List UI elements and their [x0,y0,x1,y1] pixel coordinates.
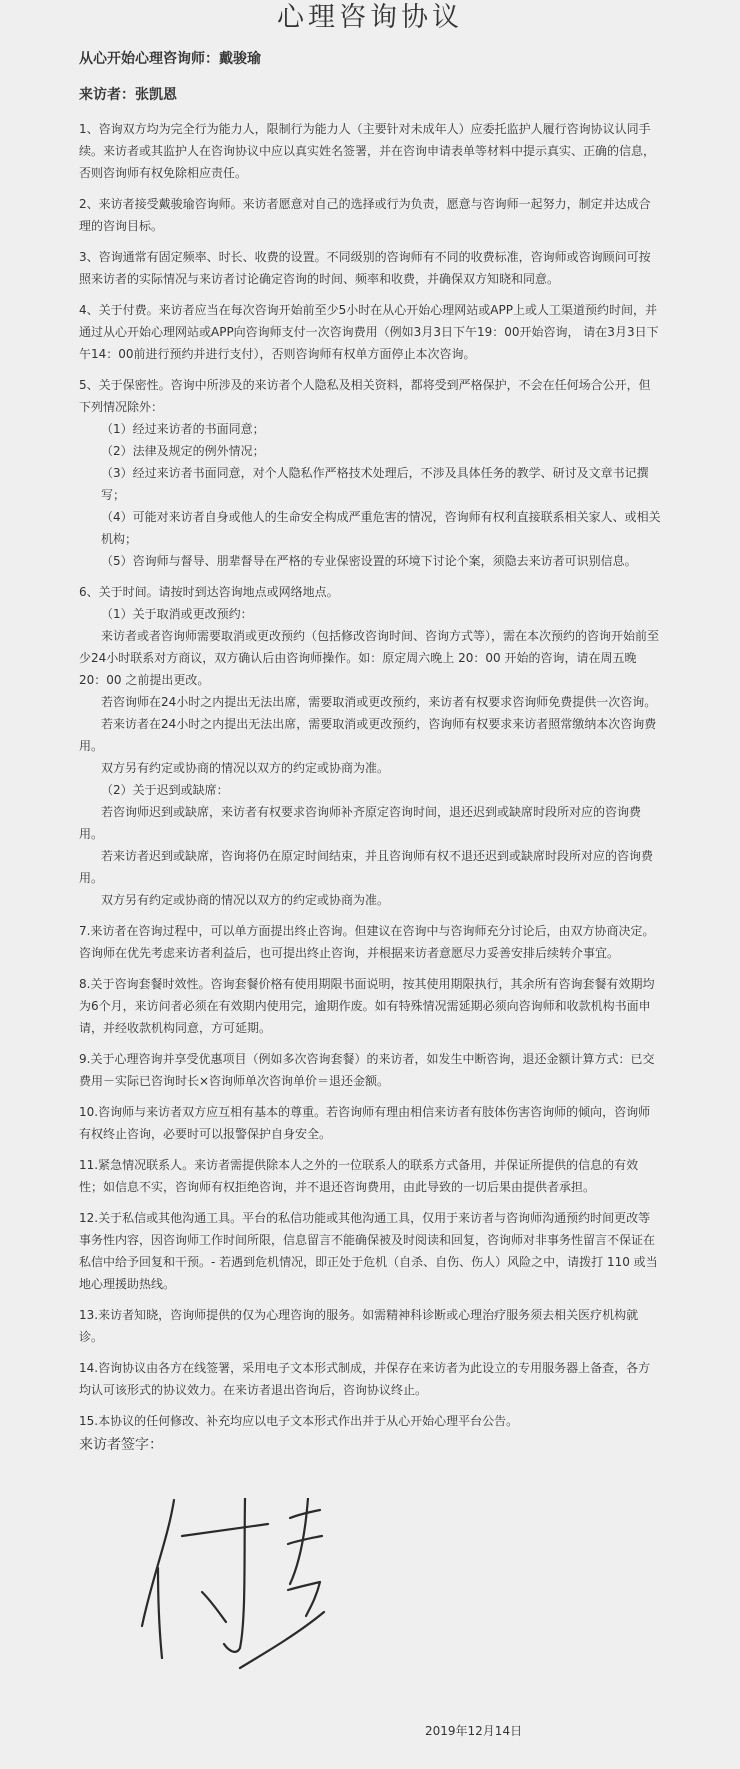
clause-14: 14.咨询协议由各方在线签署，采用电子文本形式制成，并保存在来访者为此设立的专用服务器上备查，各方均认可该形式的协议效力。在来访者退出咨询后，咨询协议终止。 [79,1361,651,1397]
clause-8: 8.关于咨询套餐时效性。咨询套餐价格有使用期限书面说明，按其使用期限执行，其余所有咨询套餐有效期均为6个月，来访问者必须在有效期内使用完，逾期作废。如有特殊情况需延期必须向咨询师和收款机构书面申请，并经收款机构同意，方可延期。 [79,977,655,1035]
document-title: 心理咨询协议 [277,2,463,33]
clause-6: 6、关于时间。请按时到达咨询地点或网络地点。 [79,585,339,599]
clauses-body [79,118,661,1441]
clause-5-item: （1）经过来访者的书面同意； [101,422,265,436]
signature-date: 2019年12月14日 [425,1724,523,1738]
clause-6-details [79,603,661,911]
clause-11: 11.紧急情况联系人。来访者需提供除本人之外的一位联系人的联系方式备用，并保证所提供的信息的有效性；如信息不实，咨询师有权拒绝咨询，并不退还咨询费用，由此导致的一切后果由提供者承担。 [79,1158,639,1194]
clause-10: 10.咨询师与来访者双方应互相有基本的尊重。若咨询师有理由相信来访者有肢体伤害咨询师的倾向，咨询师有权终止咨询，必要时可以报警保护自身安全。 [79,1105,651,1141]
clause-4: 4、关于付费。来访者应当在每次咨询开始前至少5小时在从心开始心理网站或APP上或人工渠道预约时间，并通过从心开始心理网站或APP向咨询师支付一次咨询费用（例如3月3日下午19：00开始咨询， 请在3月3日下午14：00前进行预约并进行支付），否则咨询师有权单方面停止本次咨询。 [79,303,659,361]
clause-6-paragraph: 若咨询师迟到或缺席，来访者有权要求咨询师补齐原定咨询时间，退还迟到或缺席时段所对应的咨询费用。 [79,805,642,841]
clause-9: 9.关于心理咨询并享受优惠项目（例如多次咨询套餐）的来访者，如发生中断咨询，退还金额计算方式：已交费用－实际已咨询时长×咨询师单次咨询单价＝退还金额。 [79,1052,655,1088]
clause-6-paragraph: 双方另有约定或协商的情况以双方的约定或协商为准。 [101,893,390,907]
clause-6-paragraph: 若咨询师在24小时之内提出无法出席，需要取消或更改预约，来访者有权要求咨询师免费提供一次咨询。 [101,695,657,709]
clause-6-sub-heading: （1）关于取消或更改预约： [101,607,253,621]
counselor-line: 从心开始心理咨询师：戴骏瑜 [79,51,261,67]
clause-5-list [79,418,661,572]
clause-6-paragraph: 双方另有约定或协商的情况以双方的约定或协商为准。 [101,761,390,775]
clause-12: 12.关于私信或其他沟通工具。平台的私信功能或其他沟通工具，仅用于来访者与咨询师沟通预约时间更改等事务性内容，因咨询师工作时间所限，信息留言不能确保被及时阅读和回复，咨询师对非事务性留言不保证在私信中给予回复和干预。- 若遇到危机情况，即正处于危机（自杀、自伤、伤人）风险之中，请拨打 110 或当地心理援助热线。 [79,1211,658,1291]
signature-label: 来访者签字： [79,1437,163,1453]
clause-6-sub-heading: （2）关于迟到或缺席： [101,783,229,797]
clause-6-paragraph: 来访者或者咨询师需要取消或更改预约（包括修改咨询时间、咨询方式等），需在本次预约的咨询开始前至少24小时联系对方商议，双方确认后由咨询师操作。如：原定周六晚上 20：00 开始的咨询，请在周五晚 20：00 之前提出更改。 [79,629,660,687]
clause-3: 3、咨询通常有固定频率、时长、收费的设置。不同级别的咨询师有不同的收费标准，咨询师或咨询顾问可按照来访者的实际情况与来访者讨论确定咨询的时间、频率和收费，并确保双方知晓和同意。 [79,250,651,286]
clause-5: 5、关于保密性。咨询中所涉及的来访者个人隐私及相关资料，都将受到严格保护，不会在任何场合公开，但下列情况除外： [79,378,651,414]
clause-7: 7.来访者在咨询过程中，可以单方面提出终止咨询。但建议在咨询中与咨询师充分讨论后，由双方协商决定。咨询师在优先考虑来访者利益后，也可提出终止咨询，并根据来访者意愿尽力妥善安排后续转介事宜。 [79,924,655,960]
clause-5-item: （5）咨询师与督导、朋辈督导在严格的专业保密设置的环境下讨论个案，须隐去来访者可识别信息。 [101,554,637,568]
client-line: 来访者：张凯恩 [79,87,177,103]
clause-6-paragraph: 若来访者迟到或缺席，咨询将仍在原定时间结束，并且咨询师有权不退还迟到或缺席时段所对应的咨询费用。 [79,849,654,885]
clause-1: 1、咨询双方均为完全行为能力人，限制行为能力人（主要针对未成年人）应委托监护人履行咨询协议认同手续。来访者或其监护人在咨询协议中应以真实姓名签署，并在咨询申请表单等材料中提示真实、正确的信息，否则咨询师有权免除相应责任。 [79,122,656,180]
clause-6-paragraph: 若来访者在24小时之内提出无法出席，需要取消或更改预约，咨询师有权要求来访者照常缴纳本次咨询费用。 [79,717,657,753]
clause-15: 15.本协议的任何修改、补充均应以电子文本形式作出并于从心开始心理平台公告。 [79,1414,519,1428]
clause-5-item: （2）法律及规定的例外情况； [101,444,265,458]
handwritten-signature [140,1498,340,1678]
clause-5-item: （3）经过来访者书面同意，对个人隐私作严格技术处理后，不涉及具体任务的教学、研讨及文章书记撰写； [101,466,649,502]
clause-2: 2、来访者接受戴骏瑜咨询师。来访者愿意对自己的选择或行为负责，愿意与咨询师一起努力，制定并达成合理的咨询目标。 [79,197,651,233]
clause-5-item: （4）可能对来访者自身或他人的生命安全构成严重危害的情况，咨询师有权利直接联系相关家人、或相关机构； [101,510,661,546]
clause-13: 13.来访者知晓，咨询师提供的仅为心理咨询的服务。如需精神科诊断或心理治疗服务须去相关医疗机构就诊。 [79,1308,639,1344]
